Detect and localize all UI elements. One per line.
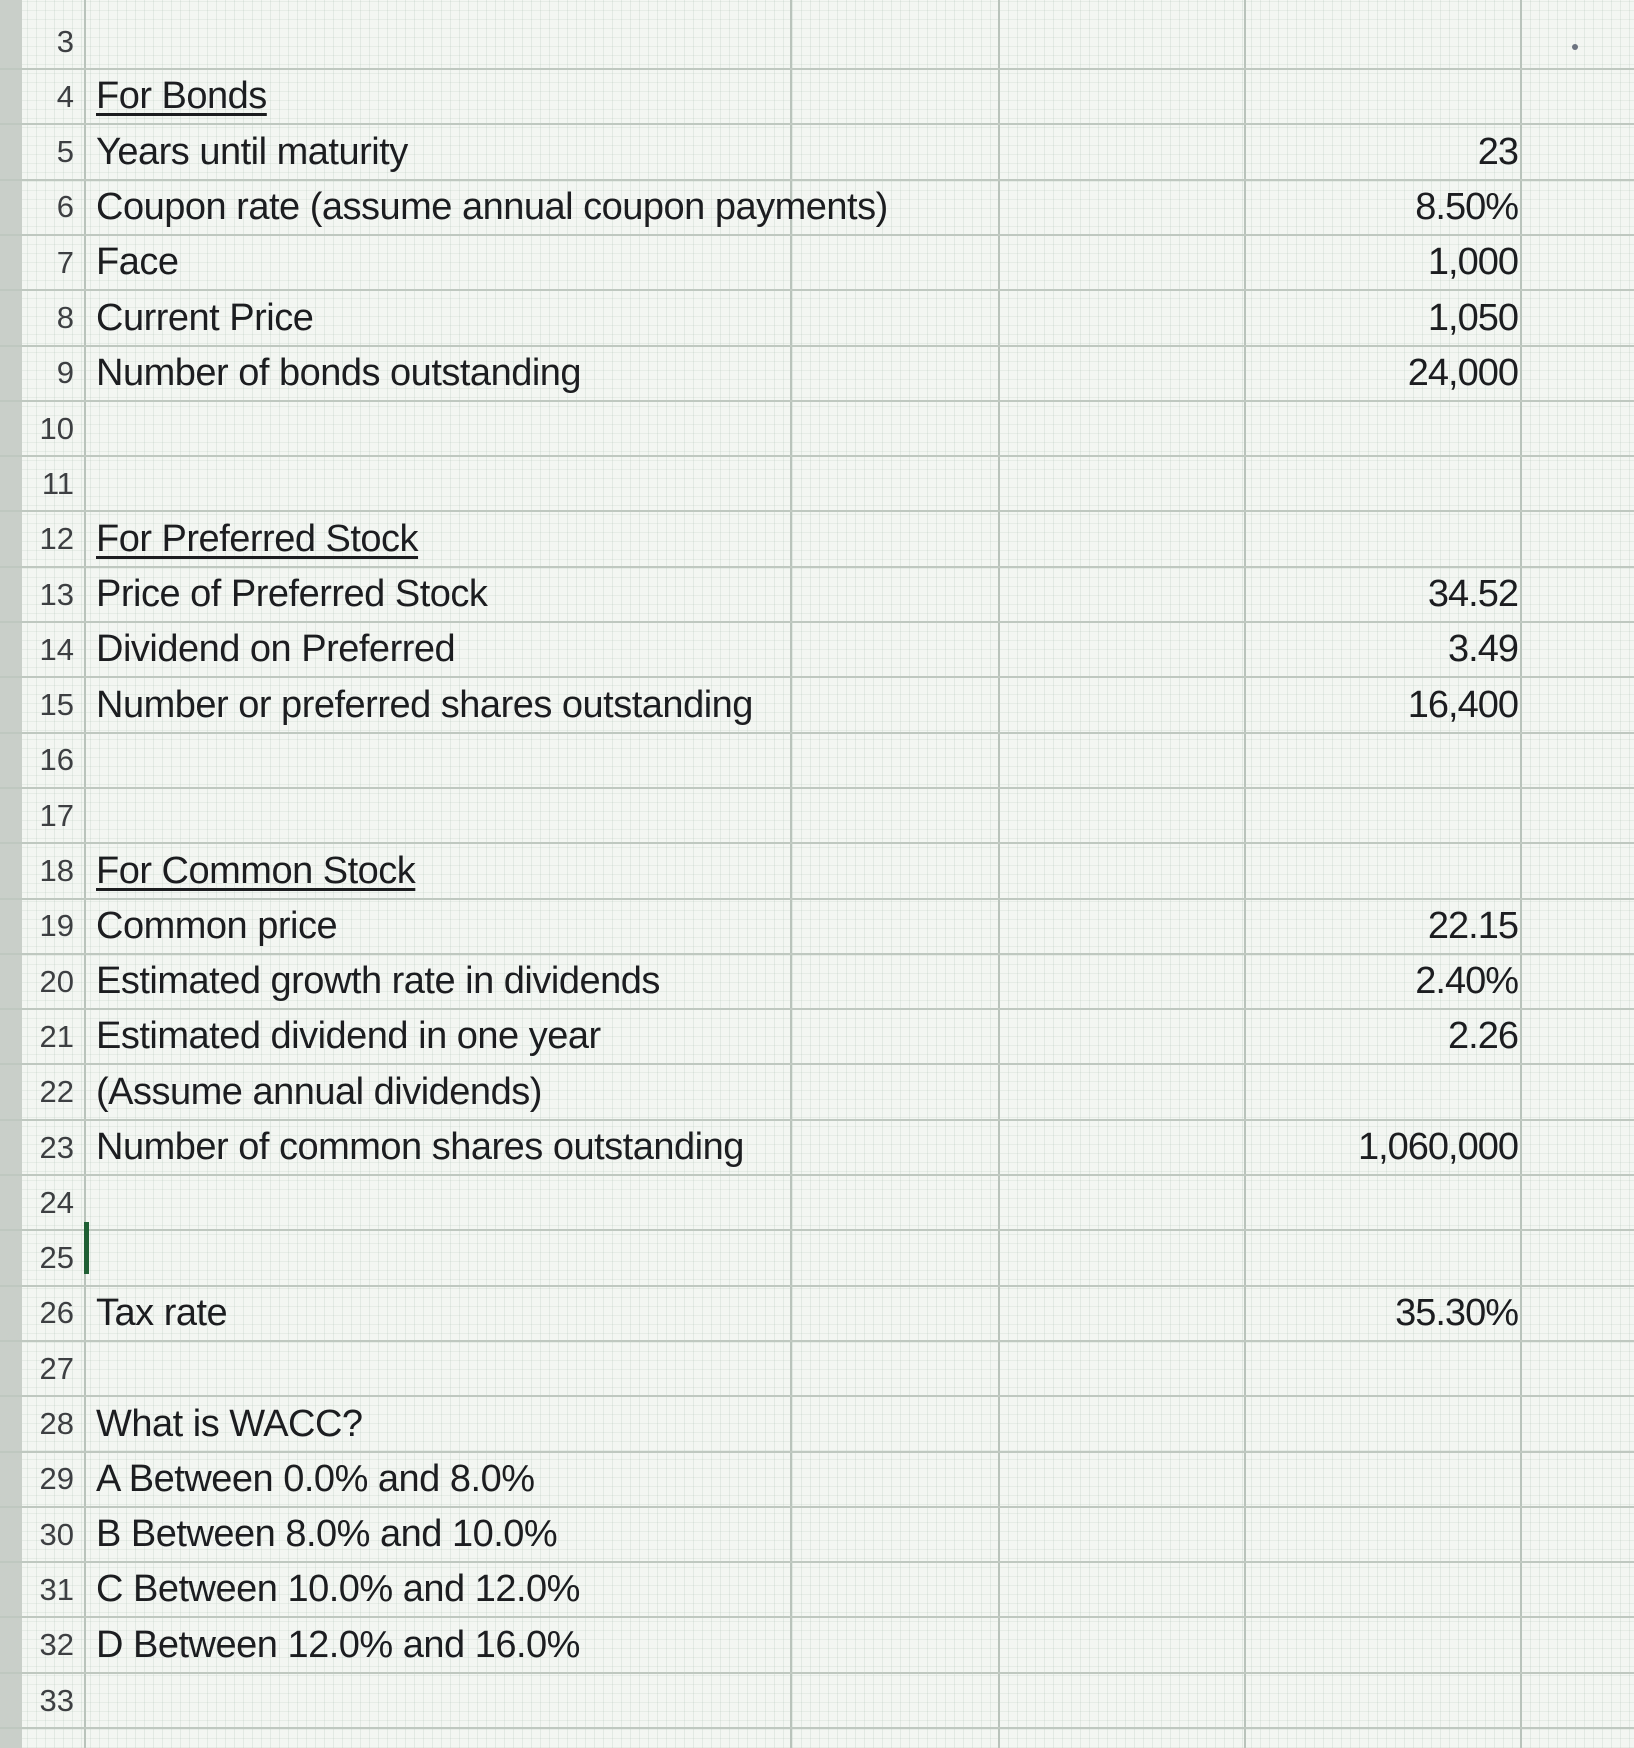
label-cell[interactable]: Number of bonds outstanding — [96, 351, 582, 394]
sheet-row — [0, 900, 1634, 955]
row-number[interactable]: 10 — [39, 410, 74, 446]
row-number[interactable]: 26 — [39, 1295, 74, 1331]
value-cell[interactable]: 34.52 — [1427, 573, 1518, 615]
label-cell[interactable]: D Between 12.0% and 16.0% — [96, 1623, 580, 1666]
sheet-row — [0, 845, 1634, 900]
row-number[interactable]: 23 — [39, 1129, 74, 1165]
row-number[interactable]: 32 — [39, 1627, 74, 1663]
label-cell[interactable]: Current Price — [96, 296, 314, 339]
row-number[interactable]: 9 — [56, 355, 74, 391]
sheet-row — [0, 1121, 1634, 1176]
label-cell[interactable]: Coupon rate (assume annual coupon payments) — [96, 185, 888, 228]
row-number[interactable]: 5 — [56, 134, 74, 170]
sheet-row — [0, 1066, 1634, 1121]
sheet-row — [0, 1508, 1634, 1563]
sheet-row — [0, 15, 1634, 70]
label-cell[interactable]: Face — [96, 241, 179, 284]
label-cell[interactable]: Dividend on Preferred — [96, 628, 456, 671]
row-number[interactable]: 28 — [39, 1406, 74, 1441]
value-cell[interactable]: 1,000 — [1427, 241, 1518, 284]
row-number[interactable]: 11 — [41, 465, 74, 501]
value-cell[interactable]: 35.30% — [1395, 1291, 1518, 1334]
sheet-row — [0, 457, 1634, 512]
sheet-row — [0, 292, 1634, 347]
sheet-row — [0, 402, 1634, 457]
row-number[interactable]: 16 — [39, 742, 74, 778]
row-number[interactable]: 33 — [39, 1682, 74, 1718]
sheet-row — [0, 513, 1634, 568]
sheet-row — [0, 623, 1634, 678]
row-number[interactable]: 30 — [39, 1516, 74, 1552]
value-cell[interactable]: 1,050 — [1427, 296, 1518, 339]
row-number[interactable]: 27 — [39, 1350, 74, 1386]
sheet-row — [0, 1342, 1634, 1397]
label-cell[interactable]: B Between 8.0% and 10.0% — [96, 1513, 558, 1556]
label-cell[interactable]: Common price — [96, 904, 338, 947]
row-number[interactable]: 24 — [39, 1184, 74, 1220]
label-cell[interactable]: What is WACC? — [96, 1402, 363, 1445]
sheet-row — [0, 789, 1634, 844]
label-cell[interactable]: Number of common shares outstanding — [96, 1126, 744, 1168]
section-header-cell[interactable]: For Common Stock — [96, 849, 416, 892]
row-number[interactable]: 31 — [39, 1571, 74, 1607]
label-cell[interactable]: Estimated growth rate in dividends — [96, 960, 660, 1003]
sheet-row — [0, 181, 1634, 236]
value-cell[interactable]: 1,060,000 — [1357, 1126, 1518, 1168]
label-cell[interactable]: Estimated dividend in one year — [96, 1015, 601, 1058]
label-cell[interactable]: Number or preferred shares outstanding — [96, 683, 753, 726]
row-number[interactable]: 7 — [56, 244, 74, 280]
row-number[interactable]: 14 — [39, 631, 74, 667]
row-number[interactable]: 15 — [39, 687, 74, 723]
sheet-row — [0, 1287, 1634, 1342]
sheet-row — [0, 1619, 1634, 1674]
sheet-row — [0, 1674, 1634, 1729]
value-cell[interactable]: 3.49 — [1448, 628, 1518, 671]
row-number[interactable]: 3 — [56, 23, 74, 59]
sheet-row — [0, 679, 1634, 734]
value-cell[interactable]: 24,000 — [1407, 351, 1518, 394]
row-number[interactable]: 29 — [39, 1461, 74, 1497]
sheet-row — [0, 955, 1634, 1010]
sheet-row — [0, 1398, 1634, 1453]
dot-marker — [1572, 44, 1578, 50]
sheet-row — [0, 734, 1634, 789]
label-cell[interactable]: Years until maturity — [96, 130, 408, 173]
sheet-row — [0, 126, 1634, 181]
label-cell[interactable]: (Assume annual dividends) — [96, 1070, 542, 1113]
row-number[interactable]: 4 — [56, 78, 74, 114]
row-number[interactable]: 12 — [39, 521, 74, 557]
row-number[interactable]: 18 — [39, 853, 74, 888]
sheet-row — [0, 1232, 1634, 1287]
sheet-row — [0, 568, 1634, 623]
row-number[interactable]: 8 — [56, 300, 74, 335]
sheet-row — [0, 70, 1634, 125]
sheet-row — [0, 347, 1634, 402]
row-number[interactable]: 13 — [39, 576, 74, 612]
sheet-row — [0, 1453, 1634, 1508]
row-number[interactable]: 17 — [39, 797, 74, 833]
label-cell[interactable]: Price of Preferred Stock — [96, 573, 488, 615]
row-number[interactable]: 25 — [39, 1240, 74, 1276]
label-cell[interactable]: A Between 0.0% and 8.0% — [96, 1457, 535, 1500]
label-cell[interactable]: C Between 10.0% and 12.0% — [96, 1568, 580, 1611]
value-cell[interactable]: 16,400 — [1407, 683, 1518, 726]
value-cell[interactable]: 2.40% — [1415, 960, 1518, 1003]
sheet-row — [0, 1563, 1634, 1618]
value-cell[interactable]: 22.15 — [1427, 904, 1518, 947]
row-number[interactable]: 19 — [39, 908, 74, 944]
value-cell[interactable]: 23 — [1477, 130, 1518, 173]
label-cell[interactable]: Tax rate — [96, 1291, 228, 1334]
value-cell[interactable]: 2.26 — [1448, 1015, 1518, 1058]
sheet-row — [0, 1010, 1634, 1065]
row-number[interactable]: 20 — [39, 963, 74, 999]
sheet-row — [0, 236, 1634, 291]
value-cell[interactable]: 8.50% — [1415, 185, 1518, 228]
row-number[interactable]: 22 — [39, 1074, 74, 1110]
row-number[interactable]: 21 — [39, 1018, 74, 1054]
cell-cursor — [84, 1222, 89, 1274]
section-header-cell[interactable]: For Preferred Stock — [96, 517, 419, 560]
sheet-row — [0, 1176, 1634, 1231]
section-header-cell[interactable]: For Bonds — [96, 75, 267, 118]
row-number[interactable]: 6 — [56, 189, 74, 225]
